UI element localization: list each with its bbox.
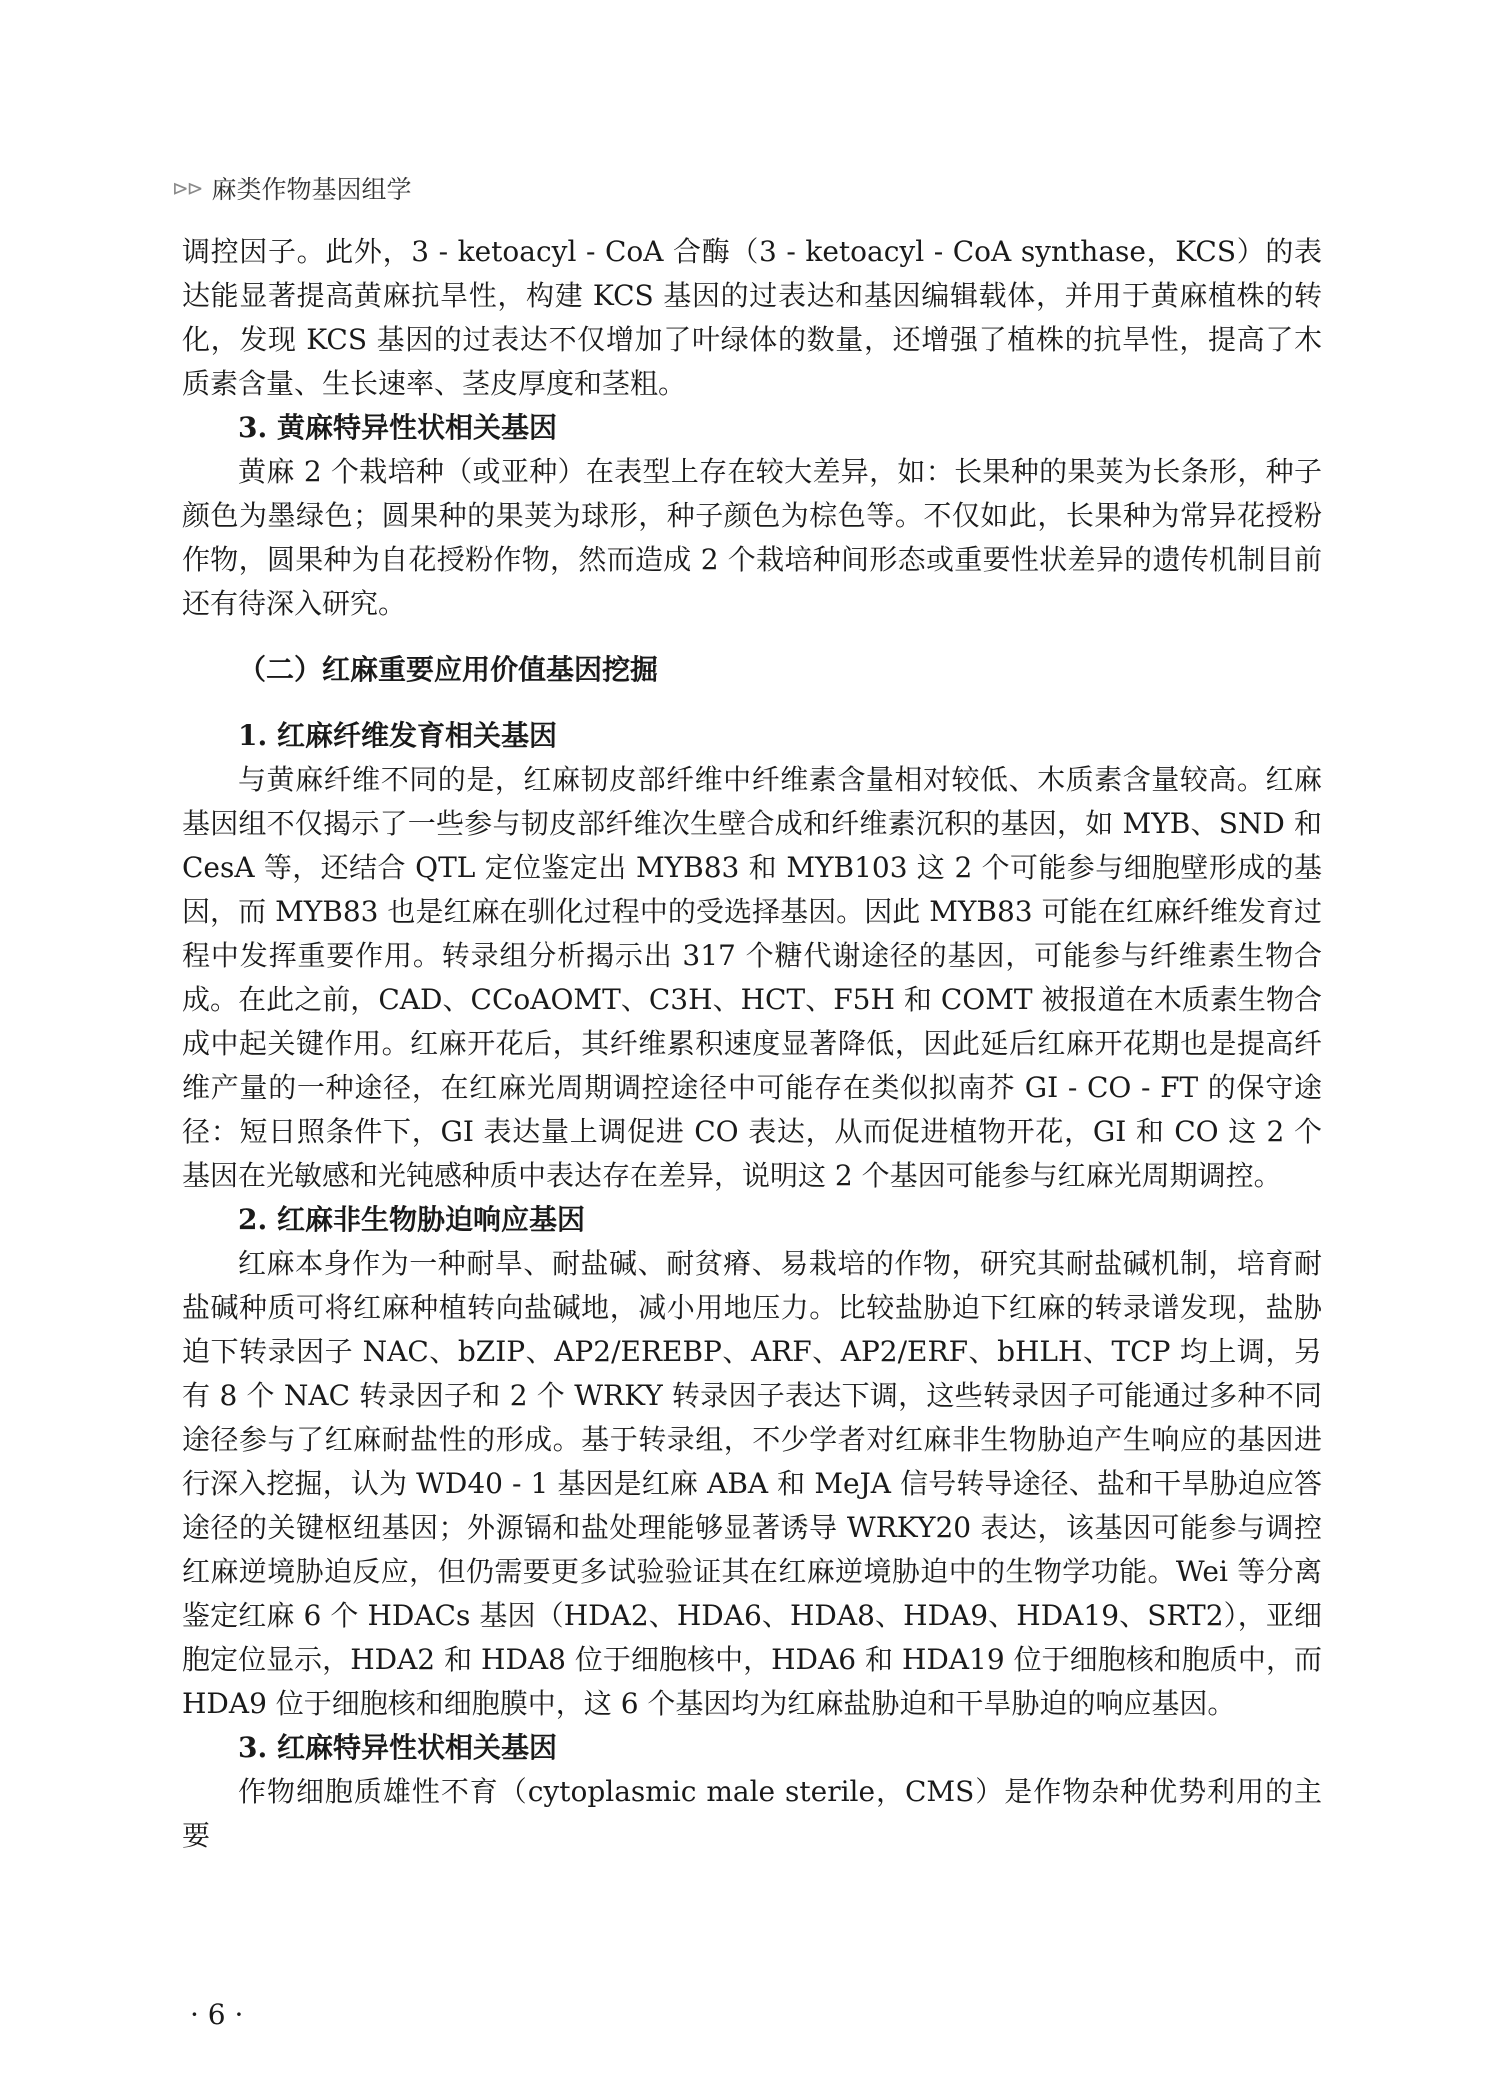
- section-heading-kenaf: （二）红麻重要应用价值基因挖掘: [238, 653, 659, 686]
- running-head-title: 麻类作物基因组学: [211, 175, 412, 204]
- double-arrow-ornament-icon: ⊳⊳: [172, 176, 202, 200]
- paragraph-kenaf-specific-traits: 作物细胞质雄性不育（cytoplasmic male sterile，CMS）是作物杂种优势利用的主要: [182, 1775, 1322, 1852]
- paragraph-kenaf-abiotic-stress: 红麻本身作为一种耐旱、耐盐碱、耐贫瘠、易栽培的作物，研究其耐盐碱机制，培育耐盐碱种质可将红麻种植转向盐碱地，减小用地压力。比较盐胁迫下红麻的转录谱发现，盐胁迫下转录因子 NAC、bZIP、AP2/EREBP、ARF、AP2/ERF、bHLH、TCP 均上调，另有 8 个 NAC 转录因子和 2 个 WRKY 转录因子表达下调，这些转录因子可能通过多种不同途径参与了红麻耐盐性的形成。基于转录组，不少学者对红麻非生物胁迫产生响应的基因进行深入挖掘，认为 WD40 - 1 基因是红麻 ABA 和 MeJA 信号转导途径、盐和干旱胁迫应答途径的关键枢纽基因；外源镉和盐处理能够显著诱导 WRKY20 表达，该基因可能参与调控红麻逆境胁迫反应，但仍需要更多试验验证其在红麻逆境胁迫中的生物学功能。Wei 等分离鉴定红麻 6 个 HDACs 基因（HDA2、HDA6、HDA8、HDA9、HDA19、SRT2），亚细胞定位显示，HDA2 和 HDA8 位于细胞核中，HDA6 和 HDA19 位于细胞核和胞质中，而 HDA9 位于细胞核和细胞膜中，这 6 个基因均为红麻盐胁迫和干旱胁迫的响应基因。: [182, 1247, 1322, 1720]
- heading-kenaf-fiber: 1. 红麻纤维发育相关基因: [238, 719, 557, 752]
- paragraph-intro: 调控因子。此外，3 - ketoacyl - CoA 合酶（3 - ketoacyl - CoA synthase，KCS）的表达能显著提高黄麻抗旱性，构建 KCS 基因的过表达和基因编辑载体，并用于黄麻植株的转化，发现 KCS 基因的过表达不仅增加了叶绿体的数量，还增强了植株的抗旱性，提高了木质素含量、生长速率、茎皮厚度和茎粗。: [182, 235, 1322, 400]
- page-number: · 6 ·: [190, 1998, 244, 2031]
- heading-jute-specific-traits: 3. 黄麻特异性状相关基因: [238, 411, 557, 444]
- heading-kenaf-abiotic-stress: 2. 红麻非生物胁迫响应基因: [238, 1203, 585, 1236]
- paragraph-kenaf-fiber: 与黄麻纤维不同的是，红麻韧皮部纤维中纤维素含量相对较低、木质素含量较高。红麻基因组不仅揭示了一些参与韧皮部纤维次生壁合成和纤维素沉积的基因，如 MYB、SND 和 CesA 等，还结合 QTL 定位鉴定出 MYB83 和 MYB103 这 2 个可能参与细胞壁形成的基因，而 MYB83 也是红麻在驯化过程中的受选择基因。因此 MYB83 可能在红麻纤维发育过程中发挥重要作用。转录组分析揭示出 317 个糖代谢途径的基因，可能参与纤维素生物合成。在此之前，CAD、CCoAOMT、C3H、HCT、F5H 和 COMT 被报道在木质素生物合成中起关键作用。红麻开花后，其纤维累积速度显著降低，因此延后红麻开花期也是提高纤维产量的一种途径，在红麻光周期调控途径中可能存在类似拟南芥 GI - CO - FT 的保守途径：短日照条件下，GI 表达量上调促进 CO 表达，从而促进植物开花，GI 和 CO 这 2 个基因在光敏感和光钝感种质中表达存在差异，说明这 2 个基因可能参与红麻光周期调控。: [182, 763, 1322, 1192]
- paragraph-jute-specific-traits: 黄麻 2 个栽培种（或亚种）在表型上存在较大差异，如：长果种的果荚为长条形，种子颜色为墨绿色；圆果种的果荚为球形，种子颜色为棕色等。不仅如此，长果种为常异花授粉作物，圆果种为自花授粉作物，然而造成 2 个栽培种间形态或重要性状差异的遗传机制目前还有待深入研究。: [182, 455, 1322, 620]
- running-head: [172, 170, 412, 206]
- heading-kenaf-specific-traits: 3. 红麻特异性状相关基因: [238, 1731, 557, 1764]
- body-text: [182, 230, 1322, 1858]
